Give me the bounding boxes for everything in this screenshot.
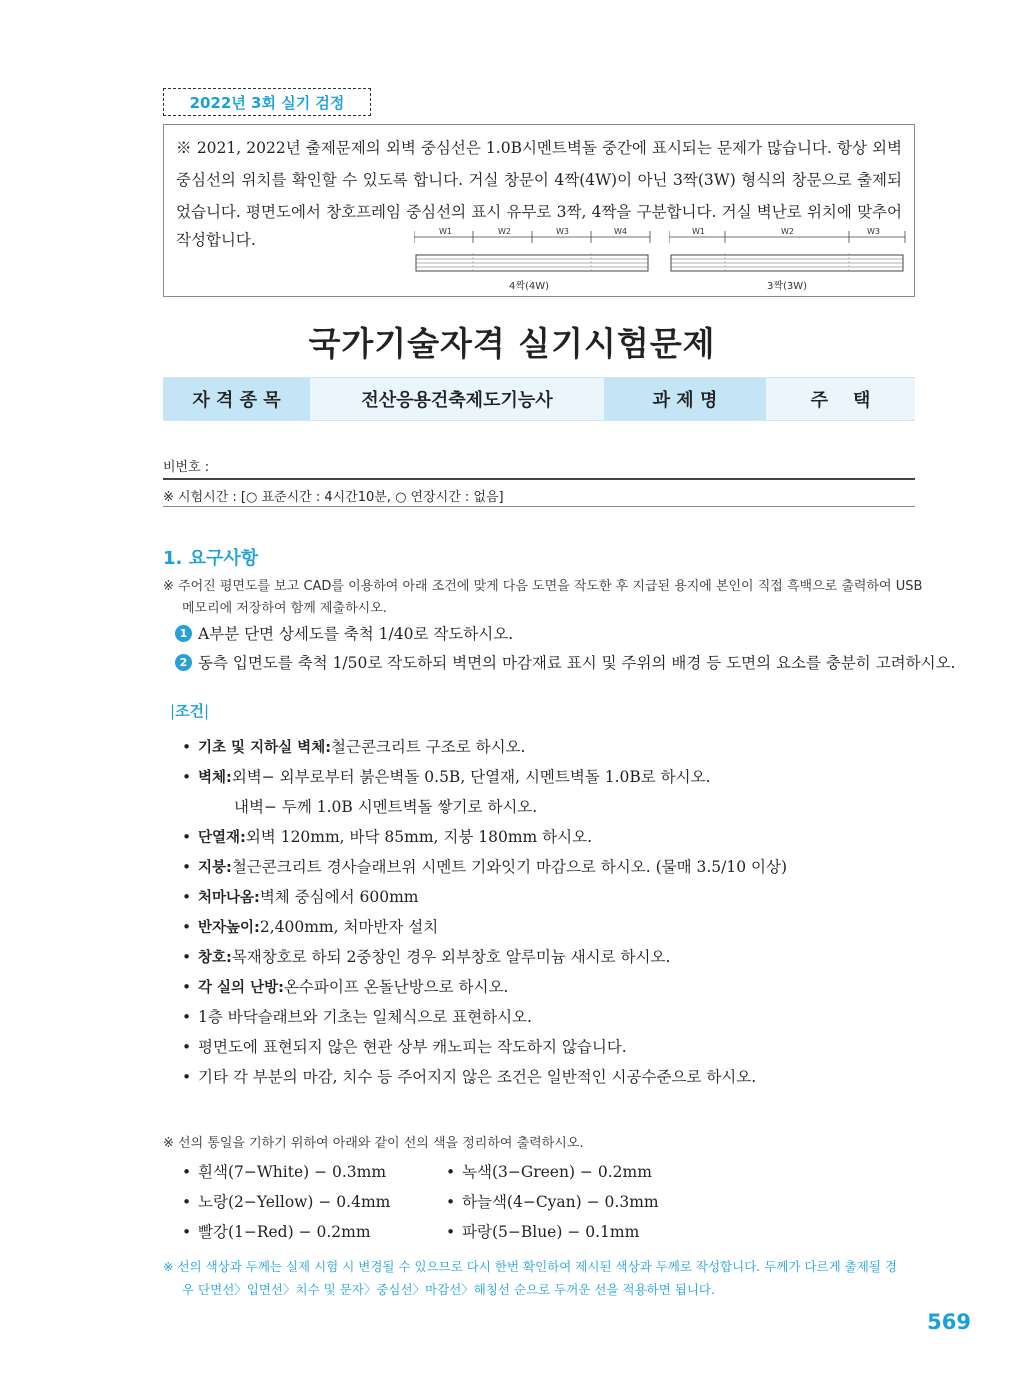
conditions-heading: |조건| [170,702,210,720]
w4-label: W4 [614,227,627,236]
requirement-note-line2: 메모리에 저장하여 함께 제출하시오. [182,601,387,616]
note-text: ※ 2021, 2022년 출제문제의 외벽 중심선은 1.0B시멘트벽돌 중간에 표시되는 문제가 많습니다. 항상 외벽 중심선의 위치를 확인할 수 있도록 합니다. 거실 창문이 4짝(4W)이 아닌 3짝(3W) 형식의 창문으로 출제되었습니다. 평면도에서 창호프레임 중심선의 표시 유무로 3짝, 4짝을 구분합니다. 거실 벽난로 위치에 맞추어 [176,139,902,221]
number-badge: 1 [175,625,192,642]
condition-item-continuation: 내벽− 두께 1.0B 시멘트벽돌 쌓기로 하시오. [234,798,538,816]
condition-item: • 반자높이: 2,400mm, 처마반자 설치 [182,918,439,936]
requirement-item-2 [175,651,955,673]
condition-item: • 1층 바닥슬래브와 기초는 일체식으로 표현하시오. [182,1008,532,1026]
note-last-line: 작성합니다. [176,231,256,249]
number-badge: 2 [175,654,192,671]
window-4w-caption: 4짝(4W) [509,281,550,292]
line-color-item: • 녹색(3−Green) − 0.2mm [446,1163,652,1181]
window-figure-4w [414,225,654,293]
exam-time: ※ 시험시간 : [○ 표준시간 : 4시간10분, ○ 연장시간 : 없음] [163,490,504,505]
condition-item: • 창호: 목재창호로 하되 2중창인 경우 외부창호 알루미늄 새시로 하시오. [182,948,671,966]
condition-item: • 각 실의 난방: 온수파이프 온돌난방으로 하시오. [182,978,509,996]
note-box [163,124,915,297]
line-thickness-note [163,1255,915,1301]
requirement-item-1 [175,622,513,644]
line-color-item: • 노랑(2−Yellow) − 0.4mm [182,1193,391,1211]
divider [163,478,915,480]
line-color-item: • 흰색(7−White) − 0.3mm [182,1163,387,1181]
divider [163,506,915,507]
line-color-item: • 파랑(5−Blue) − 0.1mm [446,1223,640,1241]
info-table [163,377,915,421]
line-color-note: ※ 선의 통일을 기하기 위하여 아래와 같이 선의 색을 정리하여 출력하시오. [163,1136,584,1151]
exam-tag-label: 2022년 3회 실기 검정 [189,93,345,112]
qualification-label: 자 격 종 목 [163,378,310,420]
qualification-value: 전산응용건축제도기능사 [310,378,604,420]
page-number: 569 [927,1310,971,1334]
secret-number-label: 비번호 : [163,460,210,475]
w3-label: W3 [556,227,569,236]
window-3w-caption: 3짝(3W) [767,281,808,292]
condition-item: • 평면도에 표현되지 않은 현관 상부 캐노피는 작도하지 않습니다. [182,1038,627,1056]
condition-item: • 처마나옴: 벽체 중심에서 600mm [182,888,419,906]
w3-label: W3 [867,227,880,236]
requirement-note-line1: ※ 주어진 평면도를 보고 CAD를 이용하여 아래 조건에 맞게 다음 도면을 작도한 후 지급된 용지에 본인이 직접 흑백으로 출력하여 USB [163,579,923,594]
w2-label: W2 [498,227,511,236]
conditions-heading-text: 조건 [175,702,205,720]
window-figure-3w [669,225,909,293]
requirement-text: 동측 입면도를 축척 1/50로 작도하되 벽면의 마감재료 표시 및 주위의 배경 등 도면의 요소를 충분히 고려하시오. [198,654,956,672]
condition-item: • 단열재: 외벽 120mm, 바닥 85mm, 지붕 180mm 하시오. [182,828,593,846]
condition-item: • 기타 각 부분의 마감, 치수 등 주어지지 않은 조건은 일반적인 시공수준으로 하시오. [182,1068,757,1086]
task-value: 주 택 [766,378,915,420]
condition-item: • 벽체: 외벽− 외부로부터 붉은벽돌 0.5B, 단열재, 시멘트벽돌 1.0B로 하시오. [182,768,711,786]
task-label: 과 제 명 [604,378,766,420]
line-color-item: • 하늘색(4−Cyan) − 0.3mm [446,1193,659,1211]
line-color-item: • 빨강(1−Red) − 0.2mm [182,1223,371,1241]
line-thickness-note-line2: 우 단면선〉입면선〉치수 및 문자〉중심선〉마감선〉해칭선 순으로 두꺼운 선을 적용하면 됩니다. [182,1282,715,1297]
condition-item: • 지붕: 철근콘크리트 경사슬래브위 시멘트 기와잇기 마감으로 하시오. (물매 3.5/10 이상) [182,858,788,876]
w2-label: W2 [781,227,794,236]
w1-label: W1 [439,227,452,236]
page-title: 국가기술자격 실기시험문제 [308,324,716,363]
w1-label: W1 [692,227,705,236]
line-thickness-note-line1: ※ 선의 색상과 두께는 실제 시험 시 변경될 수 있으므로 다시 한번 확인하여 제시된 색상과 두께로 작성합니다. 두께가 다르게 출제될 경 [163,1259,897,1274]
condition-item: • 기초 및 지하실 벽체: 철근콘크리트 구조로 하시오. [182,738,526,756]
exam-tag [163,88,371,116]
section-title: 1. 요구사항 [163,548,259,569]
requirement-text: A부분 단면 상세도를 축척 1/40로 작도하시오. [198,625,514,643]
